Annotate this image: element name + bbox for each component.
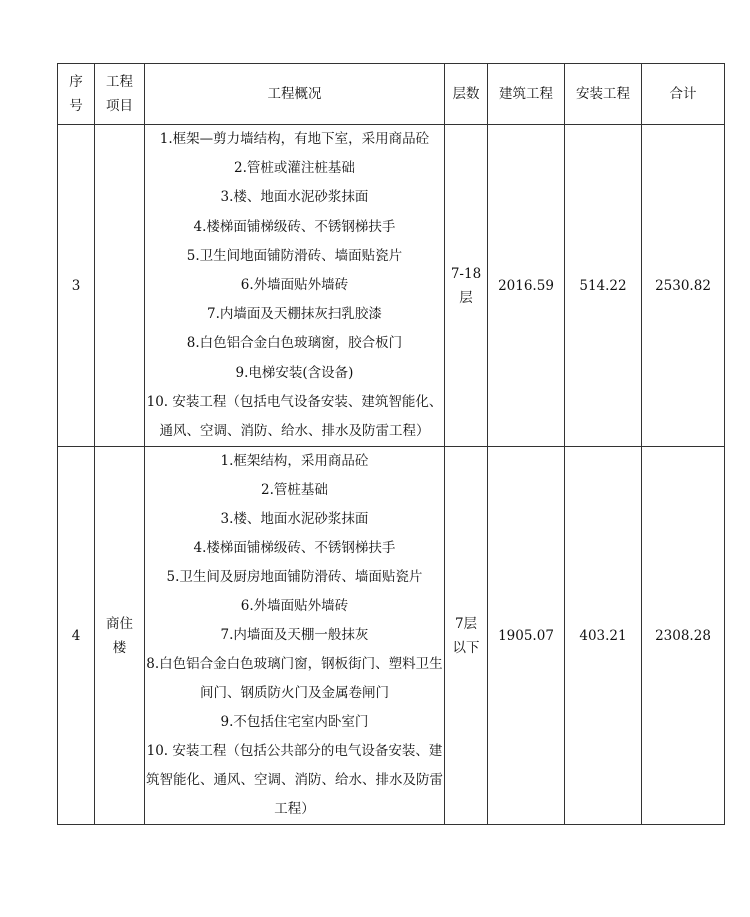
overview-line: 2.管桩或灌注桩基础 — [234, 160, 355, 177]
cell-project — [95, 125, 145, 447]
header-install: 安装工程 — [565, 64, 642, 125]
overview-line: 通风、空调、消防、给水、排水及防雷工程） — [159, 423, 430, 440]
overview-line: 8.白色铝合金白色玻璃窗，胶合板门 — [186, 335, 403, 352]
header-seq-line2: 号 — [69, 98, 83, 114]
table-row — [58, 125, 725, 447]
overview-line: 3.楼、地面水泥砂浆抹面 — [220, 511, 369, 528]
cell-building: 1905.07 — [488, 447, 565, 825]
overview-line: 5.卫生间地面铺防滑砖、墙面贴瓷片 — [186, 247, 403, 264]
overview-line: 8.白色铝合金白色玻璃门窗，钢板街门、塑料卫生 — [146, 656, 443, 673]
overview-line: 3.楼、地面水泥砂浆抹面 — [220, 189, 369, 206]
overview-line: 9.不包括住宅室内卧室门 — [220, 714, 369, 731]
overview-line: 筑智能化、通风、空调、消防、给水、排水及防雷 — [146, 772, 443, 789]
overview-line: 6.外墙面贴外墙砖 — [240, 598, 349, 615]
overview-line: 1.框架结构，采用商品砼 — [220, 453, 369, 470]
header-building: 建筑工程 — [488, 64, 565, 125]
floors-line2: 以下 — [452, 639, 480, 656]
overview-line: 7.内墙面及天棚抹灰扫乳胶漆 — [207, 306, 382, 323]
header-project-line2: 项目 — [106, 98, 133, 114]
cell-install: 514.22 — [565, 125, 642, 447]
header-floors: 层数 — [445, 64, 488, 125]
cell-total: 2308.28 — [642, 447, 725, 825]
cell-overview — [145, 447, 445, 825]
header-seq-line1: 序 — [69, 74, 83, 90]
overview-line: 10. 安装工程（包括电气设备安装、建筑智能化、 — [146, 393, 443, 410]
cell-floors — [445, 125, 488, 447]
project-line1: 商住 — [106, 615, 133, 632]
cell-overview — [145, 125, 445, 447]
project-line2: 楼 — [112, 639, 127, 656]
overview-line: 工程） — [274, 801, 315, 818]
floors-line1: 7-18 — [450, 265, 482, 282]
overview-line: 4.楼梯面铺梯级砖、不锈钢梯扶手 — [193, 540, 396, 557]
overview-line: 9.电梯安装(含设备) — [235, 364, 354, 381]
header-project-line1: 工程 — [106, 74, 133, 90]
floors-line2: 层 — [459, 289, 473, 306]
overview-line: 4.楼梯面铺梯级砖、不锈钢梯扶手 — [193, 218, 396, 235]
cell-seq: 3 — [58, 125, 95, 447]
overview-line: 1.框架—剪力墙结构，有地下室，采用商品砼 — [159, 131, 430, 147]
overview-line: 5.卫生间及厨房地面铺防滑砖、墙面贴瓷片 — [166, 569, 423, 586]
table-row — [58, 447, 725, 825]
cell-floors — [445, 447, 488, 825]
floors-line1: 7层 — [454, 615, 478, 632]
overview-line: 间门、钢质防火门及金属卷闸门 — [200, 685, 389, 702]
header-overview: 工程概况 — [145, 64, 445, 125]
cell-project — [95, 447, 145, 825]
overview-line: 6.外墙面贴外墙砖 — [240, 277, 349, 294]
cell-seq: 4 — [58, 447, 95, 825]
overview-line: 2.管桩基础 — [261, 482, 328, 499]
header-total: 合计 — [642, 64, 725, 125]
header-seq — [58, 64, 95, 125]
cell-building: 2016.59 — [488, 125, 565, 447]
cell-total: 2530.82 — [642, 125, 725, 447]
overview-line: 7.内墙面及天棚一般抹灰 — [220, 627, 369, 644]
header-project — [95, 64, 145, 125]
overview-line: 10. 安装工程（包括公共部分的电气设备安装、建 — [146, 743, 443, 760]
cost-table — [57, 63, 725, 825]
header-row — [58, 64, 725, 125]
cell-install: 403.21 — [565, 447, 642, 825]
